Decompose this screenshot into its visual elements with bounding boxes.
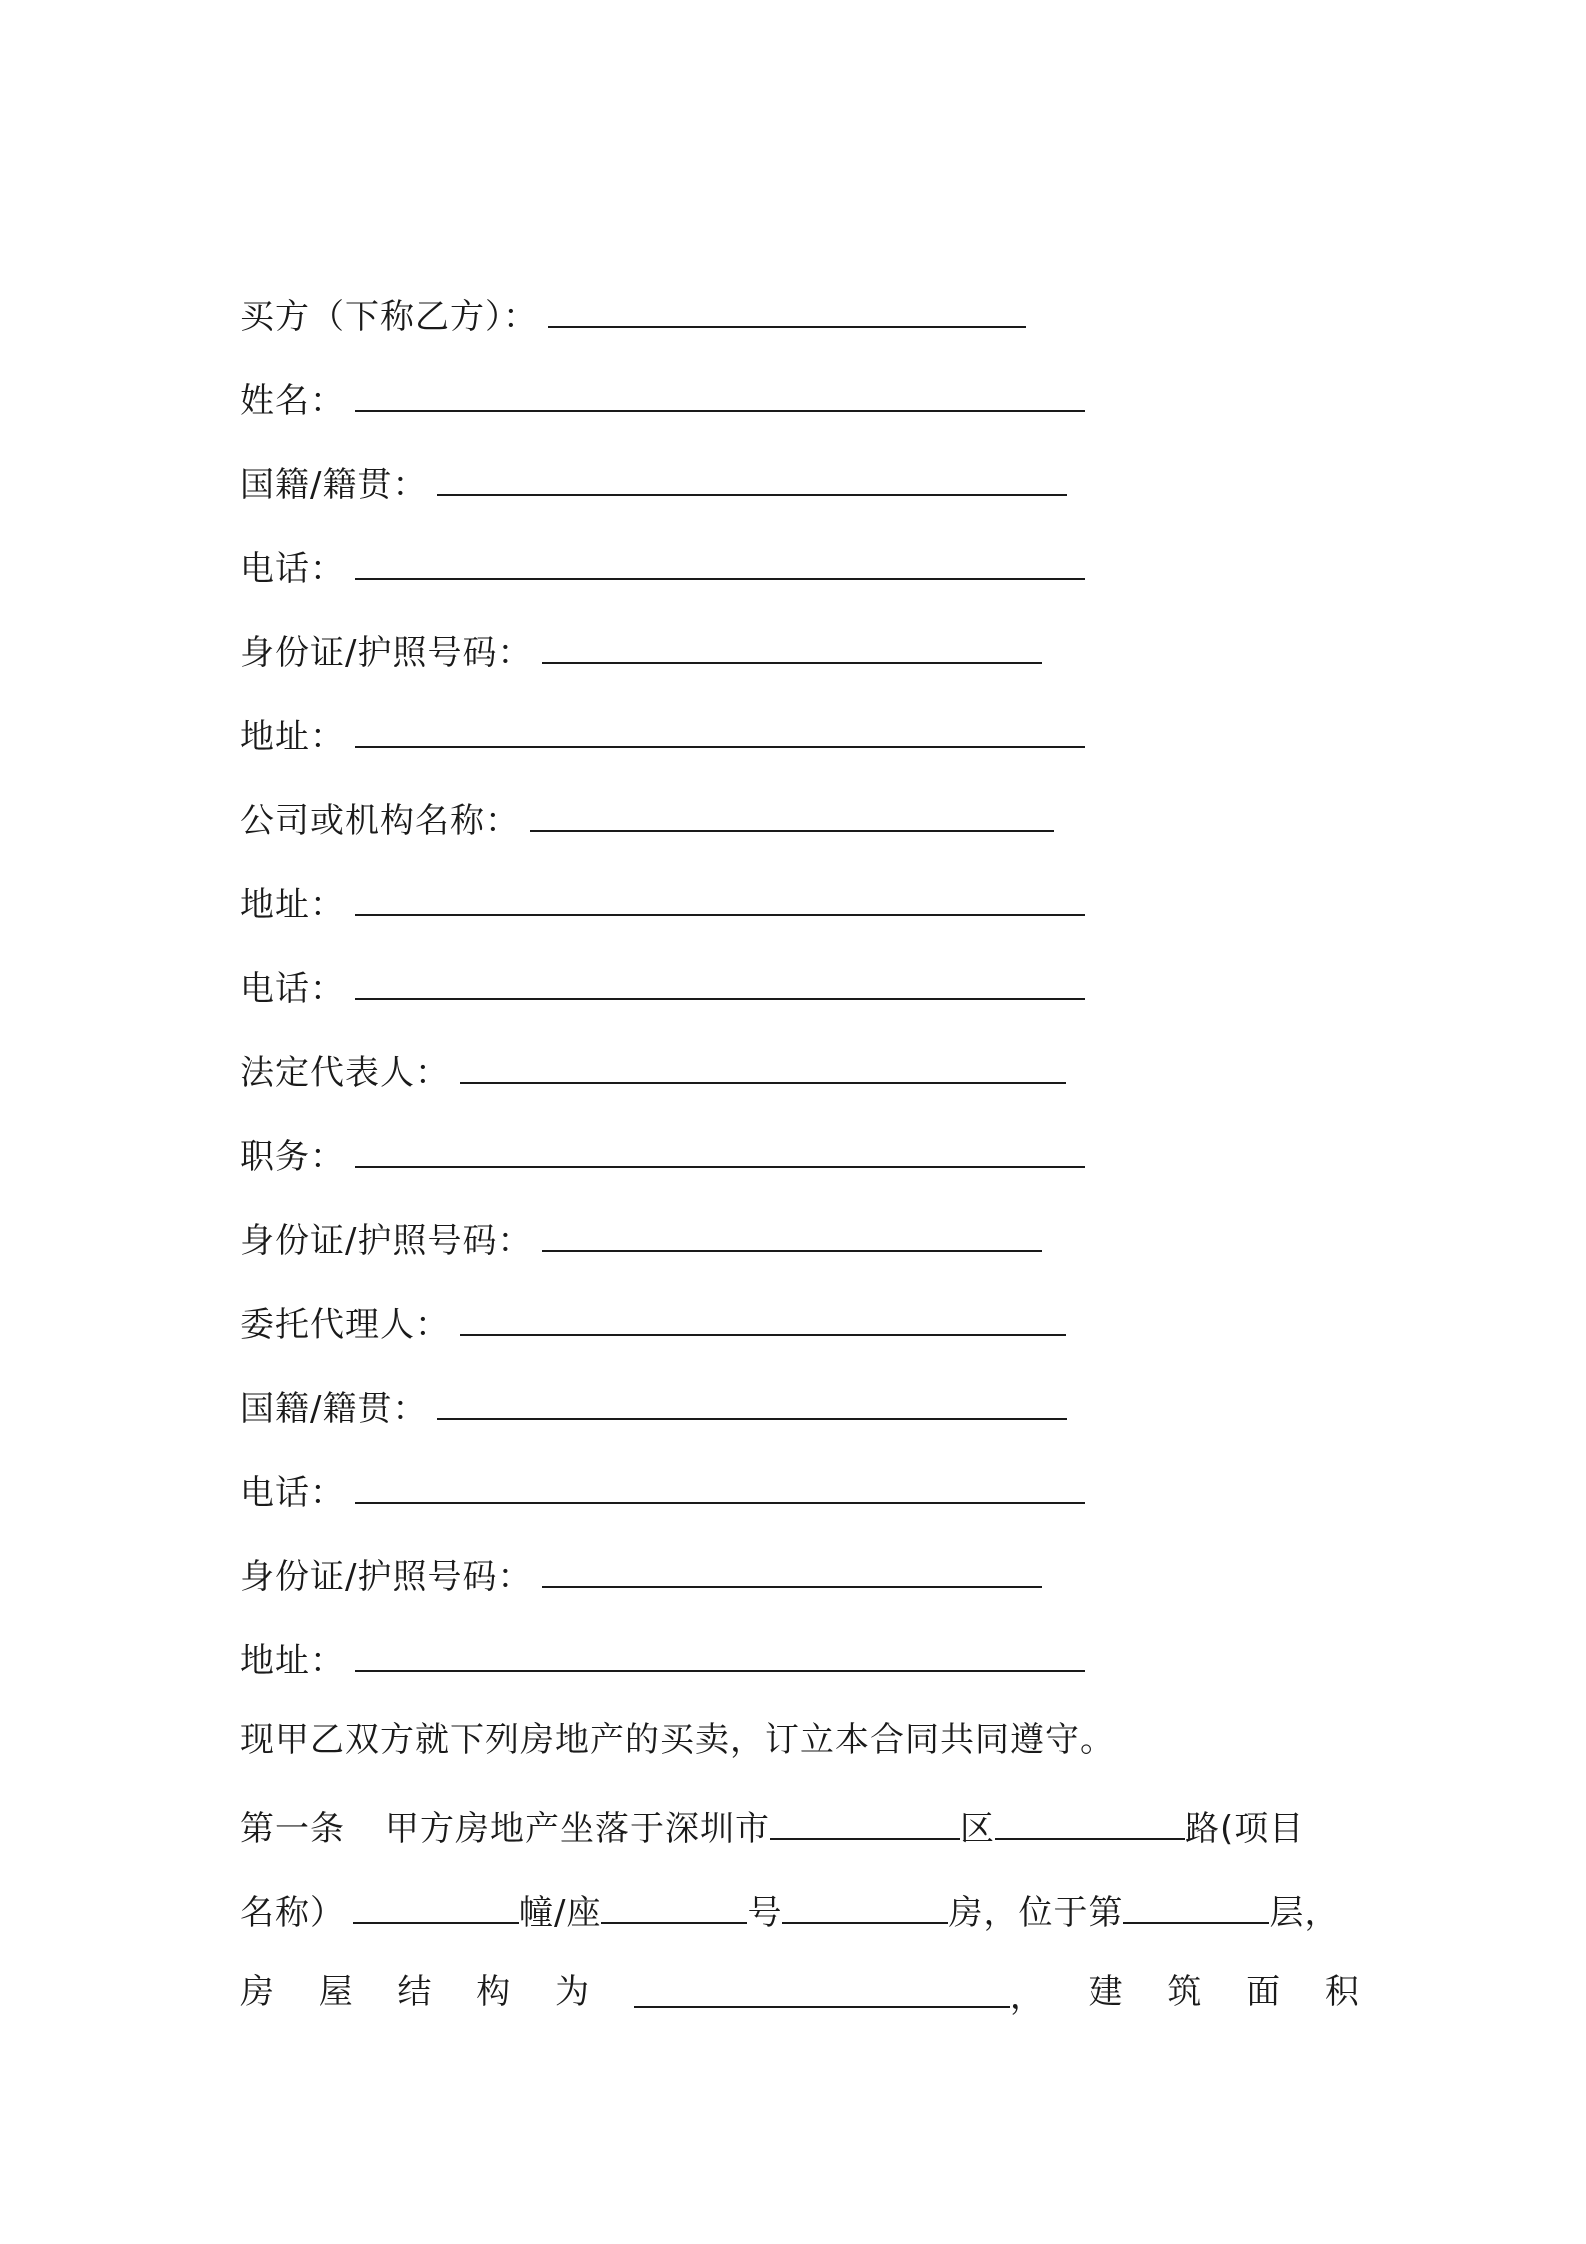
fill-blank-project[interactable] — [353, 1884, 519, 1924]
field-label: 电话： — [240, 549, 345, 589]
fill-blank[interactable] — [530, 792, 1054, 832]
fill-blank[interactable] — [355, 1464, 1085, 1504]
fill-blank-floor[interactable] — [1123, 1884, 1269, 1924]
article1-char: 构 — [476, 1972, 512, 2012]
field-label: 职务： — [240, 1137, 345, 1177]
field-buyer — [240, 288, 1360, 372]
field-label: 电话： — [240, 969, 345, 1009]
fill-blank[interactable] — [542, 624, 1042, 664]
fill-blank-road[interactable] — [995, 1800, 1185, 1840]
field-legal-representative — [240, 1044, 1360, 1128]
fill-blank[interactable] — [355, 1632, 1085, 1672]
article1-line1 — [240, 1800, 1360, 1884]
article1-text: 甲方房地产坐落于深圳市 — [385, 1809, 770, 1849]
field-label: 公司或机构名称： — [240, 801, 520, 841]
fill-blank[interactable] — [548, 288, 1026, 328]
fill-blank[interactable] — [542, 1212, 1042, 1252]
field-label: 身份证/护照号码： — [240, 1557, 533, 1597]
field-label: 姓名： — [240, 381, 345, 421]
field-position — [240, 1128, 1360, 1212]
fill-blank[interactable] — [460, 1296, 1066, 1336]
field-agent-address — [240, 1632, 1360, 1716]
article1-text: 路(项目 — [1185, 1809, 1305, 1849]
article1-char: 屋 — [318, 1972, 354, 2012]
field-address — [240, 708, 1360, 792]
article1-line3 — [240, 1968, 1360, 2052]
field-label: 身份证/护照号码： — [240, 1221, 533, 1261]
article1-char: 建 — [1088, 1972, 1124, 2012]
field-label: 地址： — [240, 1641, 345, 1681]
field-label: 法定代表人： — [240, 1053, 450, 1093]
fill-blank[interactable] — [355, 960, 1085, 1000]
fill-blank[interactable] — [355, 1128, 1085, 1168]
field-rep-id-number — [240, 1212, 1360, 1296]
field-label: 身份证/护照号码： — [240, 633, 533, 673]
field-company-name — [240, 792, 1360, 876]
field-label: 地址： — [240, 885, 345, 925]
fill-blank-district[interactable] — [770, 1800, 960, 1840]
field-phone — [240, 540, 1360, 624]
article1-text: 房，位于第 — [948, 1893, 1124, 1933]
article1-text: 区 — [960, 1809, 995, 1849]
field-label: 买方（下称乙方）： — [240, 297, 538, 337]
fill-blank-structure[interactable] — [634, 1968, 1010, 2008]
field-label: 地址： — [240, 717, 345, 757]
fill-blank-building[interactable] — [601, 1884, 747, 1924]
article1-char: 筑 — [1167, 1972, 1203, 2012]
article1-text: 号 — [747, 1893, 783, 1933]
field-nationality — [240, 456, 1360, 540]
field-label: 电话： — [240, 1473, 345, 1513]
article1-text: 层， — [1269, 1893, 1340, 1933]
field-name — [240, 372, 1360, 456]
field-label: 国籍/籍贯： — [240, 465, 428, 505]
fill-blank-number[interactable] — [782, 1884, 948, 1924]
field-label: 国籍/籍贯： — [240, 1389, 428, 1429]
contract-page — [240, 288, 1360, 2052]
field-id-number — [240, 624, 1360, 708]
fill-blank[interactable] — [460, 1044, 1066, 1084]
fill-blank[interactable] — [355, 876, 1085, 916]
field-company-phone — [240, 960, 1360, 1044]
fill-blank[interactable] — [355, 540, 1085, 580]
article1-text: 名称） — [240, 1893, 345, 1933]
article1-text: 幢/座 — [519, 1893, 602, 1933]
article1-char: 积 — [1324, 1972, 1360, 2012]
field-agent-phone — [240, 1464, 1360, 1548]
field-agent-id-number — [240, 1548, 1360, 1632]
fill-blank[interactable] — [437, 456, 1067, 496]
preamble-text: 现甲乙双方就下列房地产的买卖，订立本合同共同遵守。 — [240, 1720, 1115, 1760]
article1-comma: ， — [1009, 1977, 1045, 2017]
fill-blank[interactable] — [437, 1380, 1067, 1420]
article1-line2 — [240, 1884, 1360, 1968]
field-agent-nationality — [240, 1380, 1360, 1464]
article1-char: 为 — [555, 1972, 591, 2012]
article1-char: 面 — [1246, 1972, 1282, 2012]
preamble-paragraph — [240, 1716, 1360, 1800]
field-agent — [240, 1296, 1360, 1380]
article1-char: 结 — [397, 1972, 433, 2012]
fill-blank[interactable] — [355, 708, 1085, 748]
article1-char: 房 — [240, 1972, 275, 2012]
article1-heading: 第一条 — [240, 1809, 345, 1849]
field-label: 委托代理人： — [240, 1305, 450, 1345]
fill-blank[interactable] — [542, 1548, 1042, 1588]
field-company-address — [240, 876, 1360, 960]
fill-blank[interactable] — [355, 372, 1085, 412]
